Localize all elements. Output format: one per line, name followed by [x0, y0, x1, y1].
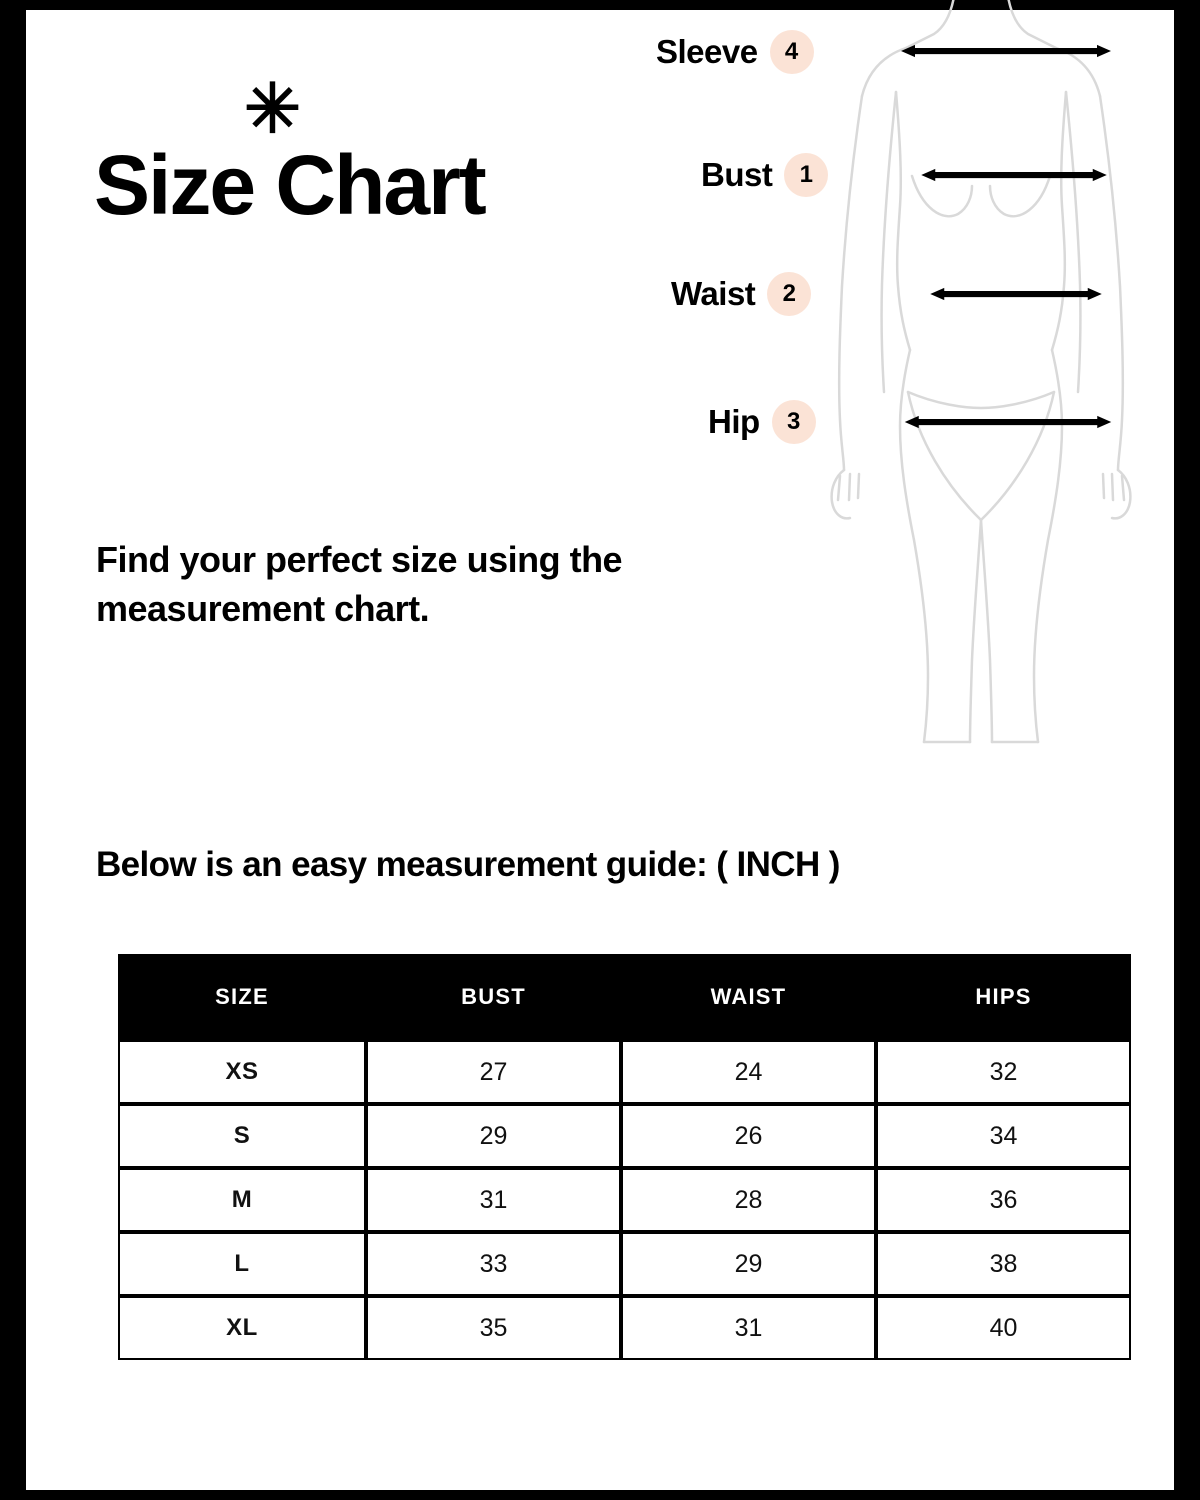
cell-size: XL	[118, 1296, 366, 1360]
callout-waist-badge: 2	[767, 272, 811, 316]
table-header-size: SIZE	[118, 954, 366, 1040]
table-body	[118, 1040, 1131, 1360]
sleeve-measure-arrow-icon	[886, 44, 1126, 58]
cell-hips: 34	[876, 1104, 1131, 1168]
callout-hip	[708, 400, 816, 444]
cell-waist: 24	[621, 1040, 876, 1104]
cell-size: S	[118, 1104, 366, 1168]
table-header-waist: WAIST	[621, 954, 876, 1040]
hip-measure-arrow-icon	[890, 415, 1126, 429]
cell-hips: 40	[876, 1296, 1131, 1360]
bust-measure-arrow-icon	[908, 168, 1120, 182]
size-chart-page	[26, 10, 1174, 1490]
title-block	[94, 71, 654, 233]
asterisk-icon: ✳	[244, 71, 301, 147]
cell-bust: 29	[366, 1104, 621, 1168]
cell-bust: 27	[366, 1040, 621, 1104]
callout-waist-label: Waist	[671, 275, 756, 312]
size-measurement-table	[118, 954, 1131, 1360]
callout-bust	[701, 153, 828, 197]
table-header	[118, 954, 1131, 1040]
cell-hips: 32	[876, 1040, 1131, 1104]
cell-waist: 31	[621, 1296, 876, 1360]
callout-bust-badge: 1	[784, 153, 828, 197]
cell-hips: 38	[876, 1232, 1131, 1296]
callout-sleeve	[656, 30, 814, 74]
waist-measure-arrow-icon	[918, 287, 1114, 301]
cell-hips: 36	[876, 1168, 1131, 1232]
cell-waist: 26	[621, 1104, 876, 1168]
cell-bust: 31	[366, 1168, 621, 1232]
cell-size: M	[118, 1168, 366, 1232]
table-header-bust: BUST	[366, 954, 621, 1040]
callout-waist	[671, 272, 811, 316]
callout-hip-label: Hip	[708, 403, 760, 440]
measurement-guide-note: Below is an easy measurement guide: ( INCH )	[96, 845, 840, 884]
table-header-hips: HIPS	[876, 954, 1131, 1040]
table-row	[118, 1040, 1131, 1104]
callout-hip-badge: 3	[772, 400, 816, 444]
cell-size: XS	[118, 1040, 366, 1104]
table-row	[118, 1104, 1131, 1168]
female-body-silhouette-icon	[796, 0, 1166, 770]
cell-size: L	[118, 1232, 366, 1296]
callout-bust-label: Bust	[701, 156, 773, 193]
callout-sleeve-label: Sleeve	[656, 33, 758, 70]
cell-bust: 35	[366, 1296, 621, 1360]
callout-sleeve-badge: 4	[770, 30, 814, 74]
cell-waist: 28	[621, 1168, 876, 1232]
cell-waist: 29	[621, 1232, 876, 1296]
cell-bust: 33	[366, 1232, 621, 1296]
table-row	[118, 1232, 1131, 1296]
table-row	[118, 1168, 1131, 1232]
table-header-row	[118, 954, 1131, 1040]
page-title: Size Chart	[94, 138, 485, 232]
table-row	[118, 1296, 1131, 1360]
subtitle-text: Find your perfect size using the measurement chart.	[96, 539, 623, 629]
body-figure-area	[646, 0, 1166, 770]
